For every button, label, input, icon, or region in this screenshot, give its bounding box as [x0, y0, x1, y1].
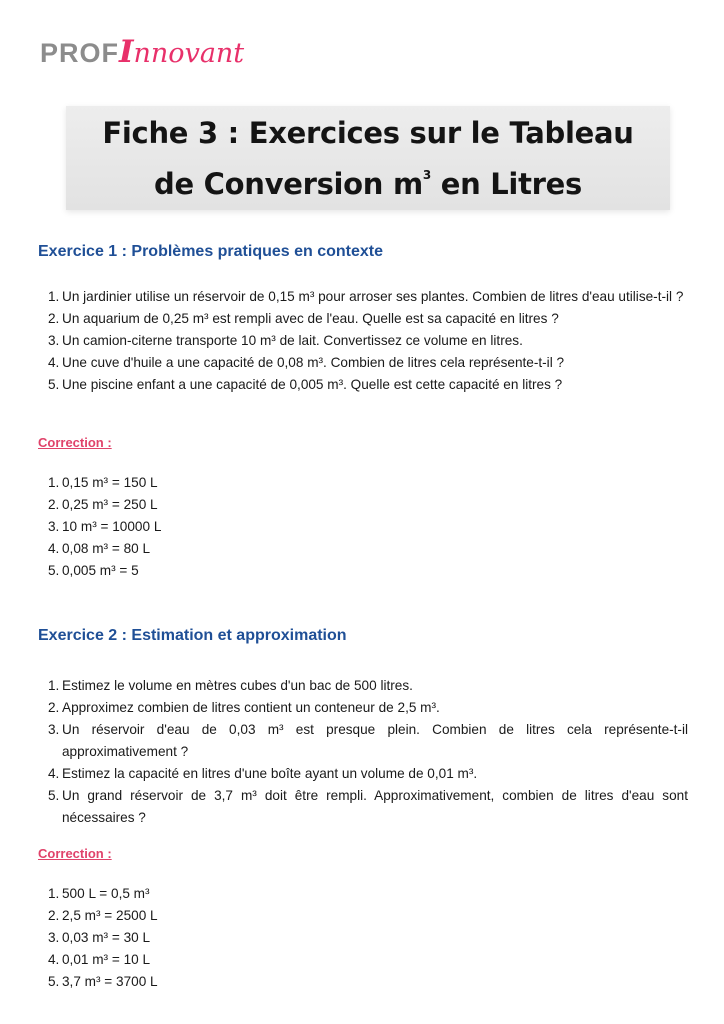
- list-item: [48, 949, 348, 971]
- item-number: 1.: [48, 886, 60, 901]
- logo-prof-text: PROF: [40, 38, 120, 68]
- page-title-line-2: [154, 154, 582, 205]
- item-number: 2.: [48, 311, 60, 326]
- exercise-1-questions: [48, 286, 688, 396]
- question-text: Estimez la capacité en litres d'une boîte ayant un volume de 0,01 m³.: [62, 766, 478, 781]
- logo-innovant-text: nnovant: [133, 38, 245, 69]
- list-item: [48, 719, 688, 763]
- exercise-2-questions: [48, 675, 688, 829]
- item-number: 1.: [48, 678, 60, 693]
- exercise-1-correction-label: Correction :: [38, 435, 112, 450]
- answer-text: 0,01 m³ = 10 L: [62, 952, 151, 967]
- answer-text: 500 L = 0,5 m³: [62, 886, 150, 901]
- title-superscript: 3: [422, 167, 431, 182]
- list-item: [48, 494, 348, 516]
- item-number: 3.: [48, 519, 60, 534]
- page-title-line-1: Fiche 3 : Exercices sur le Tableau: [102, 115, 634, 150]
- question-text: Un camion-citerne transporte 10 m³ de lait. Convertissez ce volume en litres.: [62, 333, 523, 348]
- exercise-2-correction-label: Correction :: [38, 846, 112, 861]
- list-item: [48, 286, 688, 308]
- answer-text: 2,5 m³ = 2500 L: [62, 908, 158, 923]
- question-text: Estimez le volume en mètres cubes d'un bac de 500 litres.: [62, 678, 413, 693]
- item-number: 1.: [48, 475, 60, 490]
- list-item: [48, 538, 348, 560]
- item-number: 5.: [48, 377, 60, 392]
- list-item: [48, 472, 348, 494]
- exercise-2-answers: [48, 883, 348, 993]
- question-text: Un aquarium de 0,25 m³ est rempli avec de l'eau. Quelle est sa capacité en litres ?: [62, 311, 559, 326]
- list-item: [48, 374, 688, 396]
- list-item: [48, 675, 688, 697]
- list-item: [48, 330, 688, 352]
- item-number: 3.: [48, 722, 60, 737]
- list-item: [48, 516, 348, 538]
- question-text: Une cuve d'huile a une capacité de 0,08 m³. Combien de litres cela représente-t-il ?: [62, 355, 565, 370]
- list-item: [48, 352, 688, 374]
- item-number: 4.: [48, 952, 60, 967]
- title-banner: [66, 106, 670, 210]
- logo-i-letter: I: [119, 34, 134, 70]
- item-number: 3.: [48, 333, 60, 348]
- item-number: 2.: [48, 497, 60, 512]
- answer-text: 0,005 m³ = 5: [62, 563, 139, 578]
- list-item: [48, 560, 348, 582]
- question-text: Un grand réservoir de 3,7 m³ doit être rempli. Approximativement, combien de litres d'eau sont nécessaires ?: [62, 788, 688, 825]
- item-number: 3.: [48, 930, 60, 945]
- logo: [40, 34, 244, 72]
- exercise-2-heading: Exercice 2 : Estimation et approximation: [38, 627, 347, 644]
- answer-text: 10 m³ = 10000 L: [62, 519, 162, 534]
- list-item: [48, 763, 688, 785]
- list-item: [48, 927, 348, 949]
- answer-text: 3,7 m³ = 3700 L: [62, 974, 158, 989]
- item-number: 4.: [48, 766, 60, 781]
- item-number: 2.: [48, 700, 60, 715]
- item-number: 5.: [48, 788, 60, 803]
- list-item: [48, 971, 348, 993]
- item-number: 5.: [48, 974, 60, 989]
- list-item: [48, 785, 688, 829]
- item-number: 1.: [48, 289, 60, 304]
- exercise-1-heading: Exercice 1 : Problèmes pratiques en contexte: [38, 243, 384, 260]
- exercise-1-answers: [48, 472, 348, 582]
- answer-text: 0,03 m³ = 30 L: [62, 930, 151, 945]
- list-item: [48, 905, 348, 927]
- list-item: [48, 308, 688, 330]
- item-number: 5.: [48, 563, 60, 578]
- question-text: Un réservoir d'eau de 0,03 m³ est presque plein. Combien de litres cela représente-t-il approximativement ?: [62, 722, 688, 759]
- list-item: [48, 697, 688, 719]
- title-line-2-suffix: en Litres: [430, 166, 582, 201]
- item-number: 2.: [48, 908, 60, 923]
- question-text: Approximez combien de litres contient un conteneur de 2,5 m³.: [62, 700, 440, 715]
- title-line-2-prefix: de Conversion m: [154, 166, 423, 201]
- answer-text: 0,15 m³ = 150 L: [62, 475, 158, 490]
- question-text: Un jardinier utilise un réservoir de 0,15 m³ pour arroser ses plantes. Combien de litres d'eau utilise-t-il ?: [62, 289, 684, 304]
- answer-text: 0,25 m³ = 250 L: [62, 497, 158, 512]
- item-number: 4.: [48, 355, 60, 370]
- list-item: [48, 883, 348, 905]
- answer-text: 0,08 m³ = 80 L: [62, 541, 151, 556]
- question-text: Une piscine enfant a une capacité de 0,005 m³. Quelle est cette capacité en litres ?: [62, 377, 563, 392]
- item-number: 4.: [48, 541, 60, 556]
